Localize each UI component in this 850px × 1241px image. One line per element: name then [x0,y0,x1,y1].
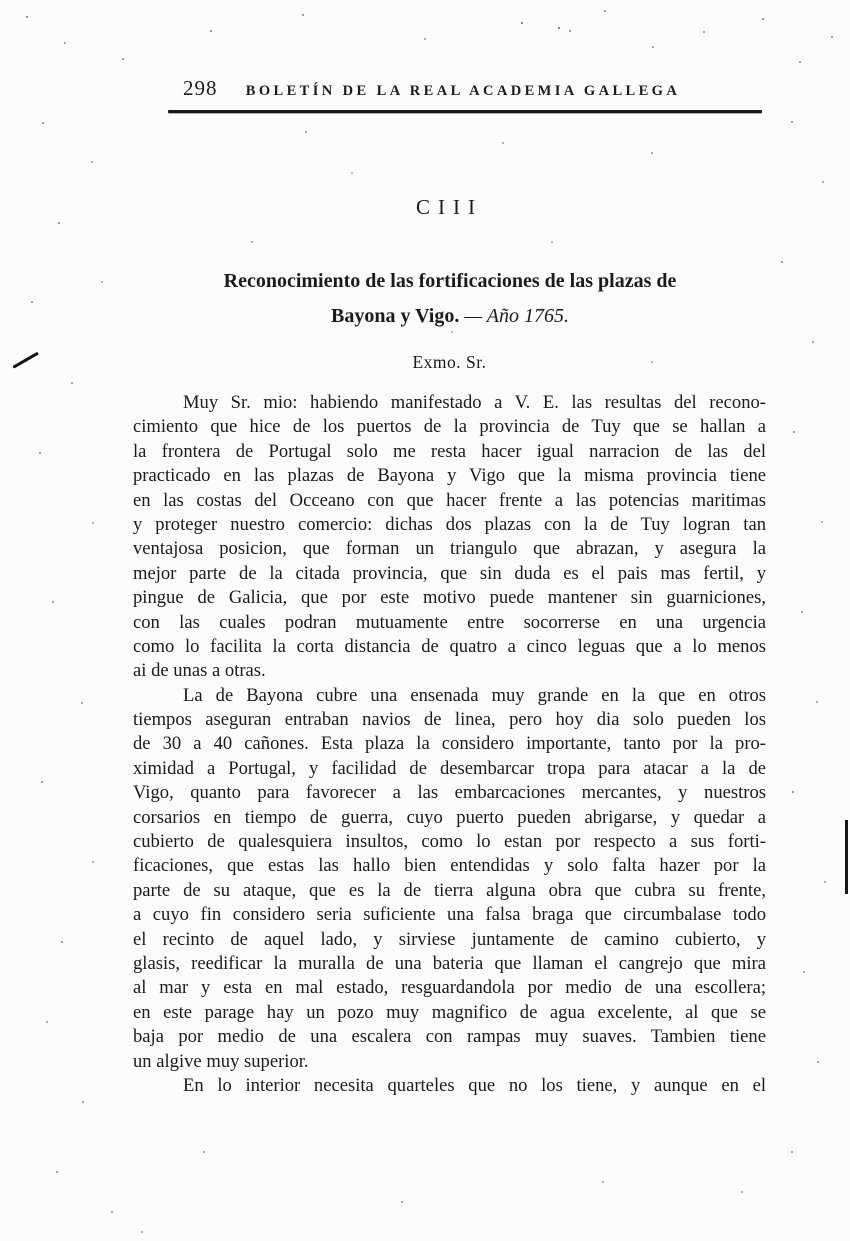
salutation: Exmo. Sr. [412,352,487,372]
text-line: glasis, reedificar la muralla de una bateria que llaman el cangrejo que mira [133,952,766,974]
text-line: practicado en las plazas de Bayona y Vigo que la misma provincia tiene [133,465,766,487]
text-line: cubierto de qualesquiera insultos, como lo estan por respecto a sus forti- [133,831,766,853]
text-line: pingue de Galicia, que por este motivo puede mantener sin guarniciones, [133,587,766,609]
text-line: y proteger nuestro comercio: dichas dos plazas con la de Tuy logran tan [133,513,766,535]
paragraph-1 [133,391,766,684]
text-line: en este parage hay un pozo muy magnifico de agua excelente, al que se [133,1001,766,1023]
text-line: con las cuales podran mutuamente entre socorrerse en una urgencia [133,611,766,633]
text-line: un algive muy superior. [133,1050,309,1072]
header-rule [168,110,762,113]
text-line: ai de unas a otras. [133,660,266,682]
scan-edge-artifact [845,820,848,894]
text-line: baja por medio de una escalera con rampas muy suaves. Tambien tiene [133,1026,766,1048]
text-line: ventajosa posicion, que forman un triangulo que abrazan, y asegura la [133,538,766,560]
text-line: cimiento que hice de los puertos de la provincia de Tuy que se hallan a [133,416,766,438]
text-line: parte de su ataque, que es la de tierra alguna obra que cubra su frente, [133,879,766,901]
article-title [110,264,790,334]
article-body [133,391,766,1098]
text-line: La de Bayona cubre una ensenada muy grande en la que en otros [183,684,766,706]
article-title-line2-main: Bayona y Vigo. [331,305,460,327]
text-line: tiempos aseguran entraban navios de linea, pero hoy dia solo pueden los [133,709,766,731]
text-line: la frontera de Portugal solo me resta hacer igual narracion de las del [133,440,766,462]
article-title-line2 [110,299,790,334]
text-line: al mar y esta en mal estado, resguardandola por medio de una escollera; [133,977,766,999]
text-line: Vigo, quanto para favorecer a las embarcaciones mercantes, y nuestros [133,782,766,804]
text-line: el recinto de aquel lado, y sirviese juntamente de camino cubierto, y [133,928,766,950]
paragraph-3 [133,1074,766,1098]
text-line: ficaciones, que estas las hallo bien entendidas y solo falta hazer por la [133,855,766,877]
paragraph-2 [133,684,766,1074]
journal-header: BOLETÍN DE LA REAL ACADEMIA GALLEGA [245,83,681,99]
text-line: Muy Sr. mio: habiendo manifestado a V. E. las resultas del recono- [183,392,766,413]
section-number: CIII [416,195,483,219]
text-line: En lo interior necesita quarteles que no los tiene, y aunque en el [183,1074,766,1096]
article-title-line2-year: — Año 1765. [464,305,569,327]
pen-mark [12,352,38,369]
text-line: corsarios en tiempo de guerra, cuyo puerto pueden abrigarse, y quedar a [133,806,766,828]
text-line: a cuyo fin considero seria suficiente una falsa braga que circumbalase todo [133,904,766,926]
scan-noise-speckles [0,0,2,2]
article-title-line1: Reconocimiento de las fortificaciones de las plazas de [223,270,677,292]
text-line: como lo facilita la corta distancia de quatro a cinco leguas que a lo menos [133,635,766,657]
page-number: 298 [183,76,218,100]
text-line: mejor parte de la citada provincia, que sin duda es el pais mas fertil, y [133,562,766,584]
text-line: ximidad a Portugal, y facilidad de desembarcar tropa para atacar a la de [133,757,766,779]
text-line: de 30 a 40 cañones. Esta plaza la considero importante, tanto por la pro- [133,733,766,755]
text-line: en las costas del Occeano con que hacer frente a las potencias maritimas [133,489,766,511]
